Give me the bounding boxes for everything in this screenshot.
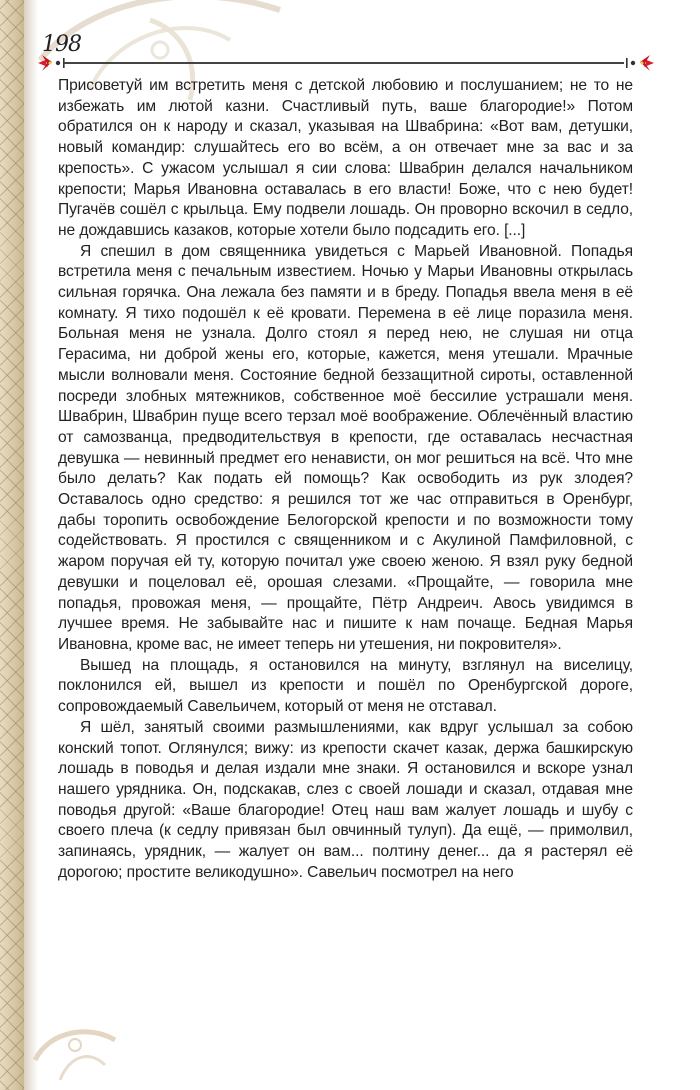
paragraph: Вышед на площадь, я остановился на минуту, взглянул на виселицу, поклонился ей, вышел из крепости и пошёл по Оренбургской дороге, сопровождаемый Савельичем, который от меня не отставал. — [58, 656, 633, 716]
body-text — [58, 76, 633, 883]
paragraph: Присоветуй им встретить меня с детской любовию и послушанием; не то не избежать им лютой казни. Счастливый путь, ваше благородие!» Потом обратился он к народу и сказал, указывая на Швабрина: «Вот вам, детушки, новый командир: слушайтесь его во всём, а он отвечает мне за вас и за крепость». С ужасом услышал я сии слова: Швабрин делался начальником крепости; Марья Ивановна оставалась в его власти! Боже, что с нею будет! Пугачёв сошёл с крыльца. Ему подвели лошадь. Он проворно вскочил в седло, не дождавшись казаков, которые хотели было подсадить его. [...] — [58, 77, 633, 239]
paragraph: Я спешил в дом священника увидеться с Марьей Ивановной. Попадья встретила меня с печальным известием. Ночью у Марьи Ивановны открылась сильная горячка. Она лежала без памяти и в бреду. Попадья ввела меня в её комнату. Я тихо подошёл к её кровати. Перемена в её лице поразила меня. Больная меня не узнала. Долго стоял я перед нею, не слушая ни отца Герасима, ни доброй жены его, которые, кажется, меня утешали. Мрачные мысли волновали меня. Состояние бедной беззащитной сироты, оставленной посреди злобных мятежников, собственное моё бессилие устрашали меня. Швабрин, Швабрин пуще всего терзал моё воображение. Облечённый властию от самозванца, предводительствуя в крепости, где оставалась несчастная девушка — невинный предмет его ненависти, он мог решиться на всё. Что мне было делать? Как подать ей помощь? Как освободить из рук злодея? Оставалось одно средство: я решился тот же час отправиться в Оренбург, дабы торопить освобождение Белогорской крепости и по возможности тому содействовать. Я простился с священником и с Акулиной Памфиловной, с жаром поручая ей ту, которую почитал уже своею женою. Я взял руку бедной девушки и поцеловал её, орошая слезами. «Прощайте, — говорила мне попадья, провожая меня, — прощайте, Пётр Андреич. Авось увидимся в лучшее время. Не забывайте нас и пишите к нам почаще. Бедная Марья Ивановна, кроме вас, не имеет теперь ни утешения, ни покровителя». — [58, 242, 633, 653]
lily-ornament-left-icon — [38, 55, 52, 71]
header-rule — [36, 52, 656, 72]
decorative-page-border — [0, 0, 24, 1090]
page-number: 198 — [42, 32, 81, 57]
paragraph: Я шёл, занятый своими размышлениями, как вдруг услышал за собою конский топот. Оглянулся; вижу: из крепости скачет казак, держа башкирскую лошадь в поводья и делая издали мне знаки. Я остановился и вскоре узнал нашего урядника. Он, подскакав, слез с своей лошади и сказал, отдавая мне поводья другой: «Ваше благородие! Отец наш вам жалует лошадь и шубу с своего плеча (к седлу привязан был овчинный тулуп). Да ещё, — примолвил, запинаясь, урядник, — жалует он вам... полтину денег... да я растерял её дорогою; простите великодушно». Савельич посмотрел на него — [58, 718, 633, 881]
swirl-ornament-bottom — [30, 1020, 130, 1090]
lily-ornament-right-icon — [640, 55, 654, 71]
border-shadow — [24, 0, 38, 1090]
